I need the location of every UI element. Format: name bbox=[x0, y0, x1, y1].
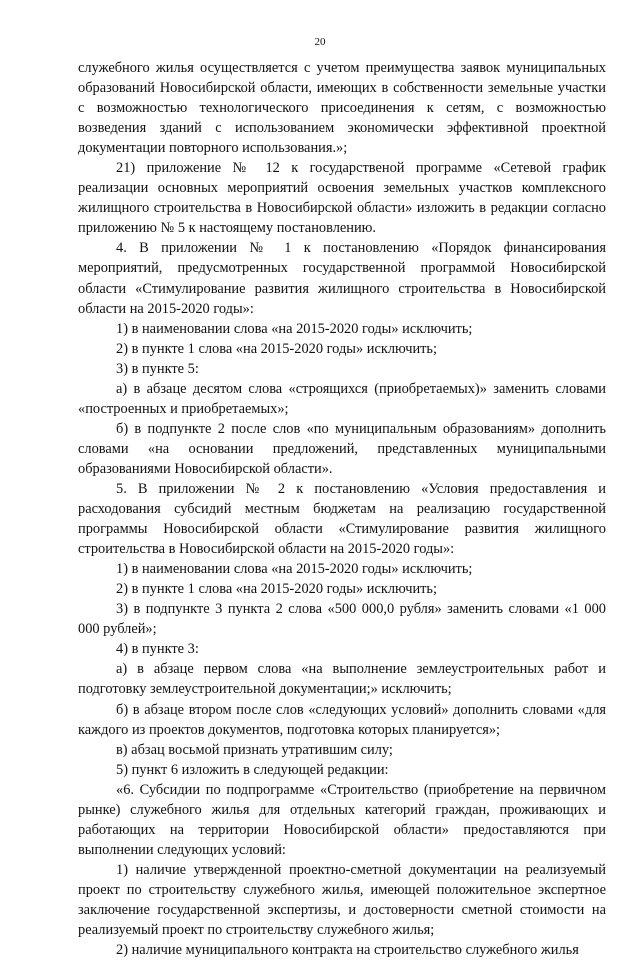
paragraph: 5. В приложении № 2 к постановлению «Условия предоставления и расходования субсидий местным бюджетам на реализацию государственной программы Новосибирской области «Стимулирование развития жилищного строительства в Новосибирской области на 2015-2020 годы»: bbox=[78, 480, 606, 558]
paragraph: 2) наличие муниципального контракта на строительство служебного жилья bbox=[116, 942, 579, 959]
document-body bbox=[78, 58, 606, 960]
paragraph: 5) пункт 6 изложить в следующей редакции: bbox=[116, 761, 389, 778]
paragraph: 3) в пункте 5: bbox=[116, 360, 199, 377]
paragraph: служебного жилья осуществляется с учетом преимущества заявок муниципальных образований Новосибирской области, имеющих в собственности земельные участки с возможностью технологического присоединения к сетям, с возможностью возведения зданий с использованием экономически эффективной проектной документации повторного использования.»; bbox=[78, 60, 606, 157]
paragraph: б) в подпункте 2 после слов «по муниципальным образованиям» дополнить словами «на основании предложений, представленных муниципальными образованиями Новосибирской области». bbox=[78, 420, 606, 477]
paragraph: 4) в пункте 3: bbox=[116, 641, 199, 658]
page-number: 20 bbox=[314, 36, 326, 48]
paragraph: а) в абзаце первом слова «на выполнение землеустроительных работ и подготовку землеустроительной документации;» исключить; bbox=[78, 661, 606, 698]
paragraph: а) в абзаце десятом слова «строящихся (приобретаемых)» заменить словами «построенных и приобретаемых»; bbox=[78, 380, 606, 417]
paragraph: 21) приложение № 12 к государственой программе «Сетевой график реализации основных мероприятий освоения земельных участков комплексного жилищного строительства в Новосибирской области» изложить в редакции согласно приложению № 5 к настоящему постановлению. bbox=[78, 160, 606, 237]
paragraph: 1) в наименовании слова «на 2015-2020 годы» исключить; bbox=[116, 320, 473, 337]
paragraph: 2) в пункте 1 слова «на 2015-2020 годы» исключить; bbox=[116, 340, 437, 357]
paragraph: 2) в пункте 1 слова «на 2015-2020 годы» исключить; bbox=[116, 581, 437, 598]
paragraph: б) в абзаце втором после слов «следующих условий» дополнить словами «для каждого из проектов документов, подготовка которых планируется»; bbox=[78, 701, 606, 738]
paragraph: 4. В приложении № 1 к постановлению «Порядок финансирования мероприятий, предусмотренных государственной программой Новосибирской области «Стимулирование развития жилищного строительства в Новосибирской области на 2015-2020 годы»: bbox=[78, 240, 606, 317]
paragraph: 1) в наименовании слова «на 2015-2020 годы» исключить; bbox=[116, 561, 473, 578]
paragraph: 3) в подпункте 3 пункта 2 слова «500 000,0 рубля» заменить словами «1 000 000 рублей»; bbox=[78, 601, 606, 638]
paragraph: 1) наличие утвержденной проектно-сметной документации на реализуемый проект по строительству служебного жилья, имеющей положительное экспертное заключение государственной экспертизы, и достоверности сметной стоимости на реализуемый проект по строительству служебного жилья; bbox=[78, 861, 606, 939]
paragraph: «6. Субсидии по подпрограмме «Строительство (приобретение на первичном рынке) служебного жилья для отдельных категорий граждан, проживающих и работающих на территории Новосибирской области» предоставляются при выполнении следующих условий: bbox=[78, 781, 606, 858]
paragraph: в) абзац восьмой признать утратившим силу; bbox=[116, 741, 393, 758]
